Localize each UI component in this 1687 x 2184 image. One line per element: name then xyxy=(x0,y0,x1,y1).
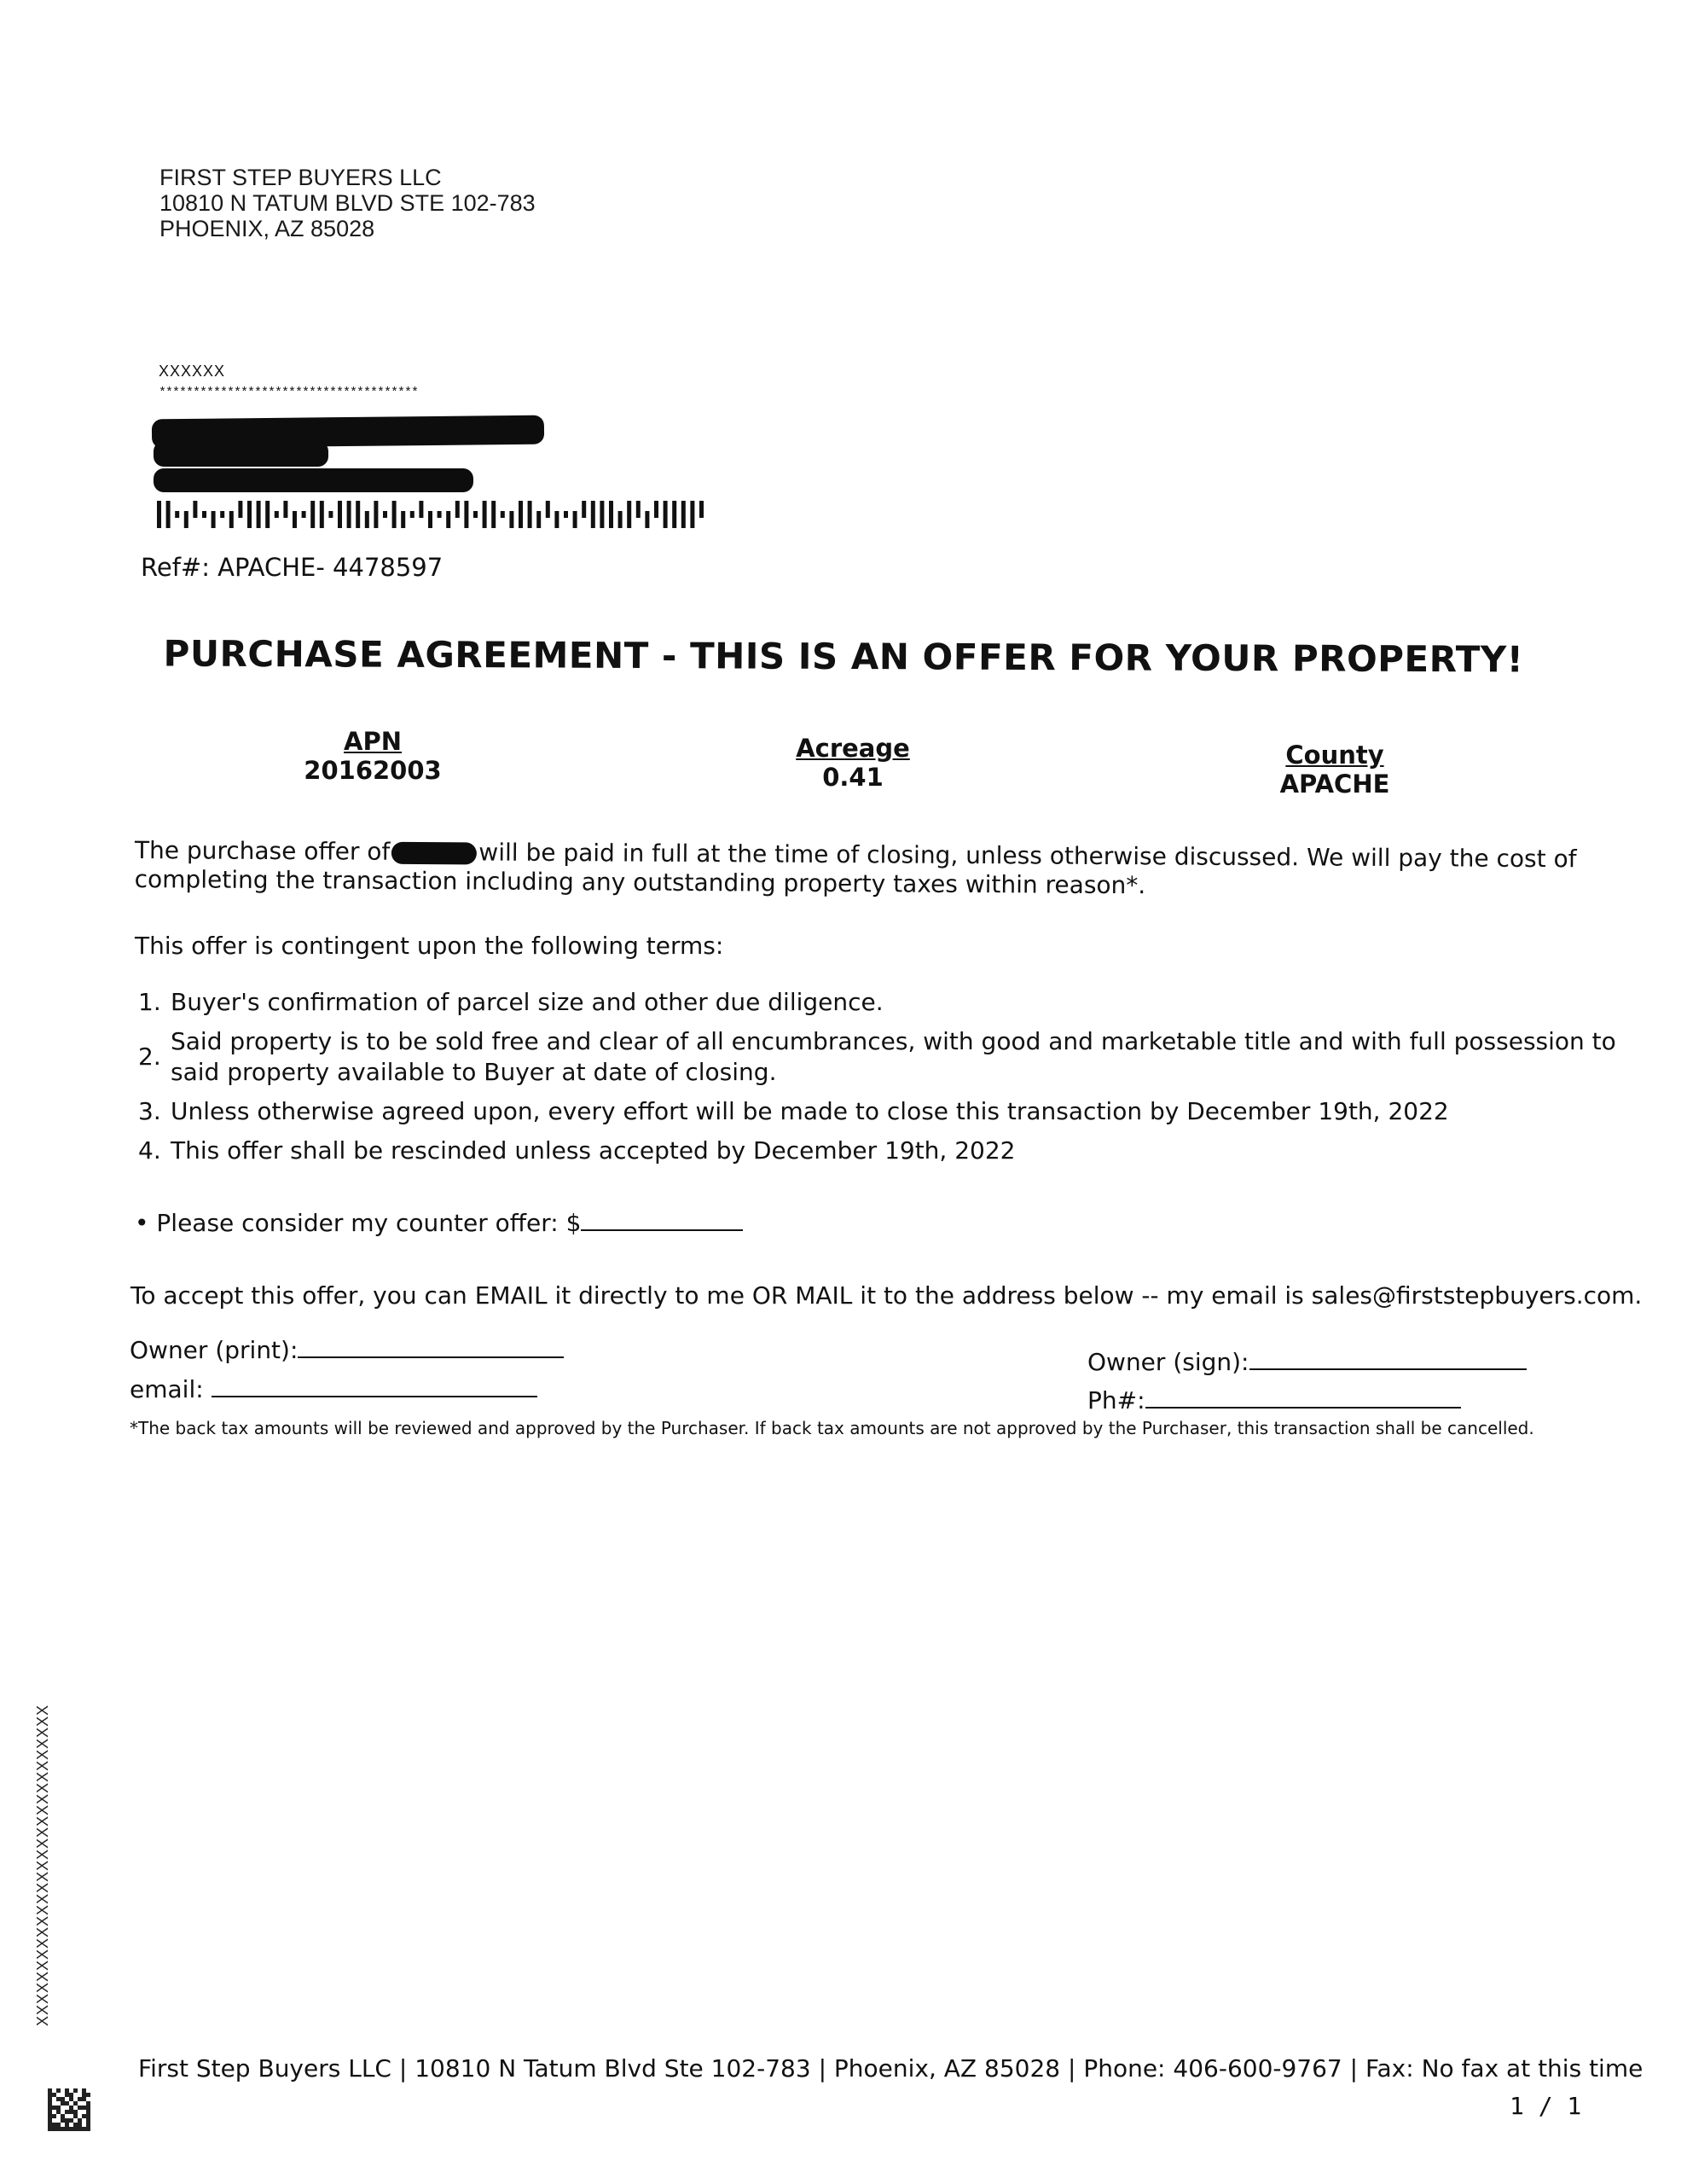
county-column xyxy=(1181,741,1488,799)
county-value: APACHE xyxy=(1279,770,1390,799)
term-text: Unless otherwise agreed upon, every effort will be made to close this transaction by December 19th, 2022 xyxy=(171,1097,1449,1125)
reference-number: Ref#: APACHE- 4478597 xyxy=(141,553,443,582)
postal-barcode xyxy=(157,497,720,531)
term-text: This offer shall be rescinded unless accepted by December 19th, 2022 xyxy=(171,1136,1016,1165)
side-tracking-code: XXXXXXXXXXXXXXXXXXXXXXXXXXXXX xyxy=(34,1704,51,2026)
owner-print-label: Owner (print): xyxy=(130,1336,299,1364)
term-item xyxy=(138,1026,1616,1088)
back-tax-footnote: *The back tax amounts will be reviewed and approved by the Purchaser. If back tax amounts are not approved by the Purchaser, this transaction shall be cancelled. xyxy=(130,1418,1534,1438)
owner-sign-field[interactable] xyxy=(1249,1350,1527,1370)
sender-city: PHOENIX, AZ 85028 xyxy=(159,216,375,241)
email-row xyxy=(130,1375,537,1403)
phone-field[interactable] xyxy=(1145,1388,1461,1409)
sender-address xyxy=(159,165,536,241)
sender-street: 10810 N TATUM BLVD STE 102-783 xyxy=(159,190,536,216)
mail-stars: ************************************** xyxy=(159,386,419,400)
page-number: 1 / 1 xyxy=(1510,2092,1582,2120)
redacted-recipient-line-2 xyxy=(154,441,328,467)
county-label: County xyxy=(1285,741,1384,770)
apn-label: APN xyxy=(344,727,402,756)
redacted-offer-amount xyxy=(391,842,477,865)
page-title: PURCHASE AGREEMENT - THIS IS AN OFFER FOR YOUR PROPERTY! xyxy=(163,632,1524,681)
counter-offer-field[interactable] xyxy=(581,1211,743,1231)
term-item xyxy=(138,1136,1616,1166)
owner-sign-row xyxy=(1087,1348,1527,1376)
term-text-line-2: said property available to Buyer at date of closing. xyxy=(171,1058,777,1086)
term-item xyxy=(138,1096,1616,1127)
email-field[interactable] xyxy=(212,1377,537,1397)
owner-print-field[interactable] xyxy=(298,1338,564,1358)
term-text-line-1: Said property is to be sold free and clear of all encumbrances, with good and marketable title and with full possession to xyxy=(171,1027,1616,1055)
owner-print-row xyxy=(130,1336,564,1364)
offer-prefix: The purchase offer of xyxy=(134,836,391,866)
phone-label: Ph#: xyxy=(1087,1386,1145,1414)
acreage-column xyxy=(699,734,1006,792)
footer-contact: First Step Buyers LLC | 10810 N Tatum Blvd Ste 102-783 | Phoenix, AZ 85028 | Phone: 406-600-9767 | Fax: No fax at this time xyxy=(138,2054,1644,2082)
acreage-label: Acreage xyxy=(796,734,910,763)
counter-offer xyxy=(135,1209,743,1237)
contingent-intro: This offer is contingent upon the following terms: xyxy=(135,932,724,960)
apn-value: 20162003 xyxy=(304,756,442,785)
apn-column xyxy=(219,727,526,785)
term-number: 2. xyxy=(138,1043,161,1071)
redacted-recipient-line-3 xyxy=(154,468,473,492)
acreage-value: 0.41 xyxy=(822,763,884,792)
terms-list xyxy=(138,987,1616,1175)
term-item xyxy=(138,987,1616,1018)
term-number: 3. xyxy=(138,1097,161,1125)
owner-sign-label: Owner (sign): xyxy=(1087,1348,1249,1376)
term-number: 4. xyxy=(138,1136,161,1165)
mail-code: XXXXXX xyxy=(159,363,226,380)
phone-row xyxy=(1087,1386,1461,1414)
datamatrix-code xyxy=(48,2088,90,2131)
accept-instructions: To accept this offer, you can EMAIL it directly to me OR MAIL it to the address below -- my email is sales@firststepbuyers.com. xyxy=(130,1281,1643,1310)
term-number: 1. xyxy=(138,988,161,1016)
email-label: email: xyxy=(130,1375,204,1403)
sender-name: FIRST STEP BUYERS LLC xyxy=(159,165,442,190)
offer-line-2: completing the transaction including any outstanding property taxes within reason*. xyxy=(134,864,1146,900)
counter-offer-label: • Please consider my counter offer: $ xyxy=(135,1209,582,1237)
offer-paragraph xyxy=(135,836,1577,903)
offer-suffix: will be paid in full at the time of closing, unless otherwise discussed. We will pay the cost of xyxy=(478,838,1577,874)
term-text: Buyer's confirmation of parcel size and other due diligence. xyxy=(171,988,884,1016)
